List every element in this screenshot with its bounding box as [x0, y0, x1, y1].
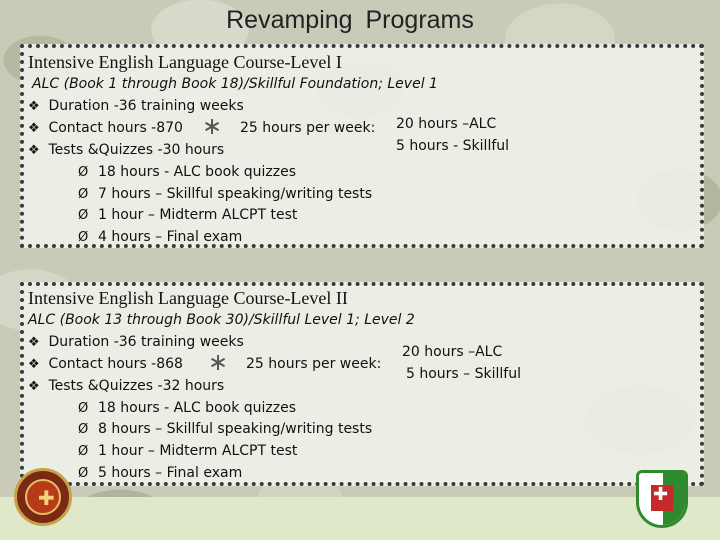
- level-2-per-week: 25 hours per week:: [246, 356, 382, 372]
- level-1-sub-item: [78, 186, 372, 202]
- footer-band: [0, 497, 720, 540]
- level-1-sub-item: [78, 164, 296, 180]
- right-emblem-icon: [636, 470, 688, 528]
- level-2-alc-hours: 20 hours –ALC: [402, 344, 503, 360]
- level-2-sub-item-text: 8 hours – Skillful speaking/writing tests: [98, 421, 373, 437]
- level-1-sub-item: [78, 229, 242, 245]
- arrow-bullet-icon: Ø: [78, 401, 89, 416]
- diamond-bullet-icon: ❖: [28, 99, 40, 114]
- level-2-contact: [28, 356, 183, 372]
- level-2-books: ALC (Book 13 through Book 30)/Skillful Level 1; Level 2: [28, 312, 415, 328]
- level-1-sub-item: [78, 207, 297, 223]
- diamond-bullet-icon: ❖: [28, 121, 40, 136]
- level-2-heading: Intensive English Language Course-Level II: [28, 288, 348, 308]
- level-1-heading: Intensive English Language Course-Level I: [28, 52, 342, 72]
- arrow-bullet-icon: Ø: [78, 230, 89, 245]
- level-2-skillful-hours: 5 hours – Skillful: [406, 366, 521, 382]
- level-2-tests: [28, 378, 224, 394]
- level-1-skillful-hours: 5 hours - Skillful: [396, 138, 510, 154]
- level-1-sub-item-text: 18 hours - ALC book quizzes: [98, 164, 297, 180]
- level-1-per-week: 25 hours per week:: [240, 120, 376, 136]
- diamond-bullet-icon: ❖: [28, 143, 40, 158]
- level-1-contact-text: Contact hours -870: [48, 120, 183, 136]
- arrow-bullet-icon: Ø: [78, 466, 89, 481]
- level-2-sub-item-text: 1 hour – Midterm ALCPT test: [98, 443, 298, 459]
- cross-icon: ✚: [653, 484, 669, 505]
- level-2-sub-item-text: 18 hours - ALC book quizzes: [98, 400, 297, 416]
- level-2-sub-item: [78, 400, 296, 416]
- level-1-books: ALC (Book 1 through Book 18)/Skillful Foundation; Level 1: [32, 76, 438, 92]
- arrow-bullet-icon: Ø: [78, 208, 89, 223]
- left-emblem-icon: [14, 468, 72, 526]
- diamond-bullet-icon: ❖: [28, 379, 40, 394]
- level-2-tests-text: Tests &Quizzes -32 hours: [48, 378, 225, 394]
- level-1-sub-item-text: 4 hours – Final exam: [98, 229, 243, 245]
- arrow-bullet-icon: Ø: [78, 165, 89, 180]
- level-1-sub-item-text: 1 hour – Midterm ALCPT test: [98, 207, 298, 223]
- diamond-bullet-icon: ❖: [28, 335, 40, 350]
- level-2-sub-item: [78, 421, 372, 437]
- level-1-alc-hours: 20 hours –ALC: [396, 116, 497, 132]
- arrow-bullet-icon: Ø: [78, 422, 89, 437]
- asterisk-icon: ∗: [202, 112, 223, 140]
- page-title: Revamping Programs: [226, 6, 474, 34]
- level-1-tests: [28, 142, 224, 158]
- level-2-panel: [20, 282, 704, 486]
- arrow-bullet-icon: Ø: [78, 187, 89, 202]
- level-2-sub-item: [78, 465, 242, 481]
- level-1-tests-text: Tests &Quizzes -30 hours: [48, 142, 225, 158]
- level-1-duration-text: Duration -36 training weeks: [48, 98, 244, 114]
- cross-icon: ✚: [38, 486, 55, 510]
- emblem-ring: [25, 479, 61, 515]
- level-2-sub-item-text: 5 hours – Final exam: [98, 465, 243, 481]
- level-2-sub-item: [78, 443, 297, 459]
- level-1-contact: [28, 120, 183, 136]
- level-1-panel: [20, 44, 704, 248]
- arrow-bullet-icon: Ø: [78, 444, 89, 459]
- level-1-sub-item-text: 7 hours – Skillful speaking/writing tests: [98, 186, 373, 202]
- level-2-duration-text: Duration -36 training weeks: [48, 334, 244, 350]
- level-2-contact-text: Contact hours -868: [48, 356, 183, 372]
- diamond-bullet-icon: ❖: [28, 357, 40, 372]
- asterisk-icon: ∗: [208, 348, 229, 376]
